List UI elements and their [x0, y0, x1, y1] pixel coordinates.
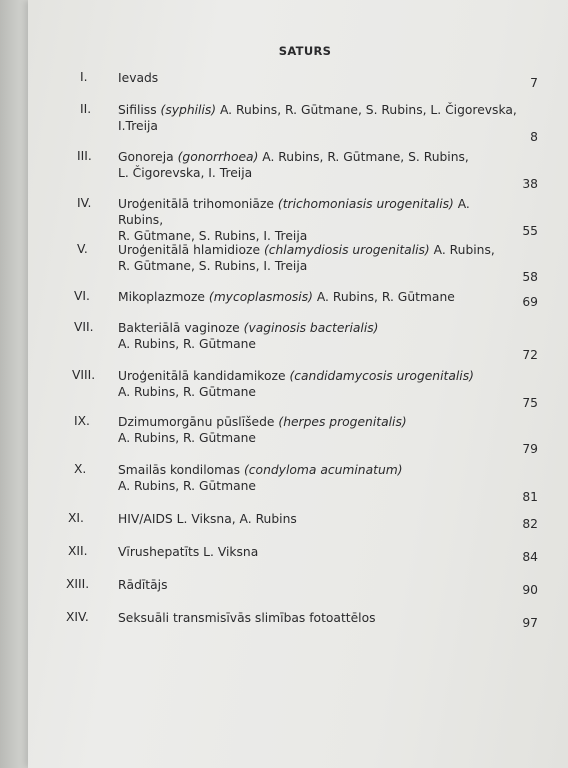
toc-entry-number: III. — [77, 149, 92, 163]
toc-entry-line — [118, 544, 518, 560]
line-text: Rādītājs — [118, 578, 168, 592]
toc-entry-title — [118, 102, 518, 134]
line-text: Sifiliss — [118, 103, 161, 117]
toc-entry-number: I. — [80, 70, 88, 84]
toc-entry-title — [118, 368, 518, 400]
toc-entry-line — [118, 430, 518, 446]
line-text: A. Rubins, R. Gūtmane — [118, 337, 256, 351]
toc-entry-number: XIV. — [66, 610, 89, 624]
line-text: A. Rubins, R. Gūtmane — [118, 479, 256, 493]
toc-entry-line — [118, 242, 518, 258]
line-authors: A. Rubins, R. Gūtmane, S. Rubins, L. Čigorevska, — [216, 103, 517, 117]
toc-entry-number: XI. — [68, 511, 84, 525]
toc-page-number: 58 — [522, 270, 538, 284]
line-authors: A. Rubins, R. Gūtmane, S. Rubins, — [258, 150, 469, 164]
toc-entry-line — [118, 610, 518, 626]
toc-entry-title — [118, 577, 518, 593]
toc-entry-title — [118, 462, 518, 494]
line-text: Gonoreja — [118, 150, 178, 164]
line-latin-term: (mycoplasmosis) — [208, 290, 313, 304]
line-latin-term: (trichomoniasis urogenitalis) — [277, 197, 454, 211]
line-latin-term: (chlamydiosis urogenitalis) — [263, 243, 430, 257]
toc-page-number: 38 — [522, 177, 538, 191]
toc-entry-title — [118, 196, 518, 244]
line-text: Mikoplazmoze — [118, 290, 209, 304]
toc-entry-number: V. — [77, 242, 88, 256]
toc-entry-title — [118, 511, 518, 527]
toc-page-number: 7 — [530, 76, 538, 90]
toc-entry-line — [118, 70, 518, 86]
toc-entry-line — [118, 478, 518, 494]
toc-page-number: 75 — [522, 396, 538, 410]
line-latin-term: (condyloma acuminatum) — [244, 463, 403, 477]
toc-entry-number: IX. — [74, 414, 90, 428]
line-text: Dzimumorgānu pūslīšede — [118, 415, 279, 429]
line-text: Uroģenitālā trihomoniāze — [118, 197, 278, 211]
line-text: L. Čigorevska, I. Treija — [118, 166, 253, 180]
toc-entry-title — [118, 149, 518, 181]
line-authors: A. Rubins, — [429, 243, 495, 257]
line-latin-term: (gonorrhoea) — [177, 150, 259, 164]
toc-entry-line — [118, 577, 518, 593]
toc-entry-title — [118, 320, 518, 352]
page-title: SATURS — [278, 44, 332, 58]
toc-entry-line — [118, 102, 518, 118]
toc-page-number: 79 — [522, 442, 538, 456]
toc-entry-title — [118, 289, 518, 305]
line-text: Seksuāli transmisīvās slimības fotoattēlos — [118, 611, 376, 625]
line-text: Uroģenitālā kandidamikoze — [118, 369, 290, 383]
toc-entry-line — [118, 511, 518, 527]
line-latin-term: (syphilis) — [160, 103, 217, 117]
toc-page-number: 81 — [522, 490, 538, 504]
toc-entry-line — [118, 368, 518, 384]
toc-entry-line — [118, 258, 518, 274]
facing-page-edge — [0, 0, 28, 768]
toc-page-number: 8 — [530, 130, 538, 144]
toc-entry-line — [118, 118, 518, 134]
toc-entry-number: VII. — [74, 320, 94, 334]
toc-entry-number: X. — [74, 462, 87, 476]
toc-page-number: 84 — [522, 550, 538, 564]
toc-entry-number: II. — [80, 102, 92, 116]
toc-entry-line — [118, 196, 518, 228]
toc-page-number: 55 — [522, 224, 538, 238]
toc-entry-line — [118, 320, 518, 336]
line-latin-term: (herpes progenitalis) — [278, 415, 407, 429]
line-text: R. Gūtmane, S. Rubins, I. Treija — [118, 259, 308, 273]
toc-page-number: 72 — [522, 348, 538, 362]
line-text: R. Gūtmane, S. Rubins, I. Treija — [118, 229, 308, 243]
line-text: Ievads — [118, 71, 159, 85]
toc-page-number: 90 — [522, 583, 538, 597]
toc-entry-number: IV. — [77, 196, 92, 210]
toc-entry-title — [118, 70, 518, 86]
toc-entry-title — [118, 414, 518, 446]
line-text: A. Rubins, R. Gūtmane — [118, 431, 256, 445]
line-text: Bakteriālā vaginoze — [118, 321, 244, 335]
toc-page-number: 97 — [522, 616, 538, 630]
toc-entry-number: VIII. — [72, 368, 96, 382]
line-text: Smailās kondilomas — [118, 463, 244, 477]
toc-entry-line — [118, 414, 518, 430]
toc-entry-line — [118, 384, 518, 400]
toc-page-number: 69 — [522, 295, 538, 309]
toc-entry-line — [118, 149, 518, 165]
line-text: Vīrushepatīts L. Viksna — [118, 545, 259, 559]
line-latin-term: (candidamycosis urogenitalis) — [289, 369, 474, 383]
line-authors: A. Rubins, R. Gūtmane — [312, 290, 455, 304]
toc-entry-title — [118, 544, 518, 560]
toc-entry-line — [118, 289, 518, 305]
toc-entry-title — [118, 242, 518, 274]
line-latin-term: (vaginosis bacterialis) — [243, 321, 379, 335]
toc-entry-title — [118, 610, 518, 626]
line-text: Uroģenitālā hlamidioze — [118, 243, 264, 257]
line-text: A. Rubins, R. Gūtmane — [118, 385, 256, 399]
toc-entry-number: XII. — [68, 544, 88, 558]
toc-entry-number: XIII. — [66, 577, 90, 591]
toc-entry-line — [118, 165, 518, 181]
toc-entry-line — [118, 336, 518, 352]
toc-entry-number: VI. — [74, 289, 90, 303]
line-authors: A. Rubins, — [118, 197, 470, 227]
toc-page-number: 82 — [522, 517, 538, 531]
line-text: I.Treija — [118, 119, 158, 133]
line-text: HIV/AIDS L. Viksna, A. Rubins — [118, 512, 297, 526]
toc-entry-line — [118, 462, 518, 478]
